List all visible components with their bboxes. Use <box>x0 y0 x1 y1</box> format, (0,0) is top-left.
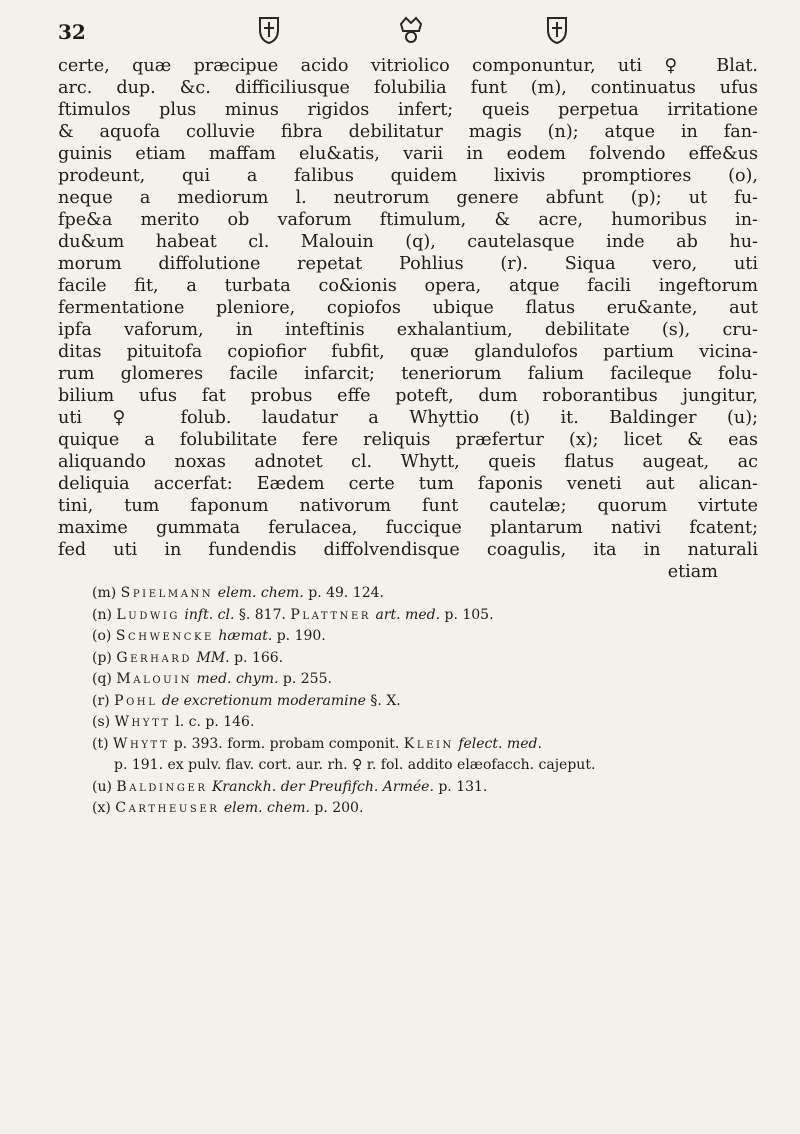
footnote <box>92 712 752 734</box>
text-line: ftimulos plus minus rigidos infert; queis perpetua irritatione <box>58 100 758 120</box>
footnote-mark: (p) <box>92 649 112 666</box>
footnote-author: Gerhard <box>116 649 193 666</box>
text-line: & aquofa colluvie fibra debilitatur magis (n); atque in fan- <box>58 122 758 142</box>
footnote-mark: (o) <box>92 628 112 644</box>
footnote-ref: p. 49. 124. <box>308 585 384 601</box>
footnote-author: Cartheuser <box>115 800 220 816</box>
footnote <box>92 583 752 605</box>
footnote <box>92 798 752 820</box>
text-line: bilium ufus fat probus effe poteft, dum roborantibus jungitur, <box>58 386 758 406</box>
text-line: uti ♀ folub. laudatur a Whyttio (t) it. Baldinger (u); <box>58 408 758 428</box>
footnote-ref: p. 190. <box>276 628 326 644</box>
text-line: morum diffolutione repetat Pohlius (r). Siqua vero, uti <box>58 254 758 274</box>
footnote-ref: p. 131. <box>438 778 488 795</box>
footnote-ref: p. 166. <box>234 649 284 666</box>
footnote <box>92 734 752 756</box>
footnote-ref: p. 393. form. probam componit. <box>173 735 400 752</box>
footnote-author: Ludwig <box>116 606 180 623</box>
footnote-title: de excretionum moderamine <box>161 692 366 709</box>
text-line: prodeunt, qui a falibus quidem lixivis promptiores (o), <box>58 166 758 186</box>
text-line: du&um habeat cl. Malouin (q), cautelasque inde ab hu- <box>58 232 758 252</box>
footnote-ref: p. 255. <box>282 671 332 687</box>
page-number: 32 <box>58 20 86 44</box>
footnote-mark: (x) <box>92 800 111 816</box>
text-line: certe, quæ præcipue acido vitriolico componuntur, uti ♀ Blat. <box>58 56 758 76</box>
footnote <box>92 648 752 670</box>
text-line: arc. dup. &c. difficiliusque folubilia funt (m), continuatus ufus <box>58 78 758 98</box>
footnote-author: Schwencke <box>115 628 214 644</box>
footnote-author: Baldinger <box>116 778 208 795</box>
text-line: fpe&a merito ob vaforum ftimulum, & acre, humoribus in- <box>58 210 758 230</box>
footnote-mark: (u) <box>92 778 112 795</box>
footnote-author: Spielmann <box>120 585 214 601</box>
page-header <box>58 14 758 46</box>
footnote-ref: p. 200. <box>314 800 364 816</box>
footnote <box>92 777 752 799</box>
text-line: guinis etiam maffam elu&atis, varii in eodem folvendo effe&us <box>58 144 758 164</box>
text-line: facile fit, a turbata co&ionis opera, atque facili ingeftorum <box>58 276 758 296</box>
footnote-author: Plattner <box>290 606 372 623</box>
footnote-mark: (t) <box>92 735 109 752</box>
footnote-mark: (m) <box>92 585 117 601</box>
text-line: ipfa vaforum, in inteftinis exhalantium, debilitate (s), cru- <box>58 320 758 340</box>
text-line: rum glomeres facile infarcit; teneriorum falium facileque folu- <box>58 364 758 384</box>
emblem-icon <box>256 14 282 44</box>
footnote-mark: (s) <box>92 714 111 730</box>
footnote <box>92 605 752 627</box>
footnote-mark: (n) <box>92 606 112 623</box>
footnote-title: Kranckh. der Preufifch. Armée. <box>211 778 434 795</box>
footnote-ref: §. 817. <box>238 606 286 623</box>
text-line: neque a mediorum l. neutrorum genere abfunt (p); ut fu- <box>58 188 758 208</box>
footnote <box>92 626 752 648</box>
footnote-ref: p. 105. <box>444 606 494 623</box>
footnote-title: inft. cl. <box>184 606 235 623</box>
text-line: deliquia accerfat: Eædem certe tum faponis veneti aut alican- <box>58 474 758 494</box>
footnote-author: Whytt <box>113 735 170 752</box>
footnote-title: art. med. <box>375 606 441 623</box>
text-line: tini, tum faponum nativorum funt cautelæ; quorum virtute <box>58 496 758 516</box>
main-text <box>58 55 758 583</box>
footnote-title: elem. chem. <box>217 585 304 601</box>
text-line: fed uti in fundendis diffolvendisque coagulis, ita in naturali <box>58 540 758 560</box>
footnote <box>92 669 752 691</box>
footnote-continuation: p. 191. ex pulv. flav. cort. aur. rh. ♀ r. fol. addito elæofacch. cajeput. <box>114 757 596 773</box>
footnote <box>92 691 752 713</box>
footnote-author: Whytt <box>114 714 171 730</box>
text-line: quique a folubilitate fere reliquis præfertur (x); licet & eas <box>58 430 758 450</box>
footnote-author: Pohl <box>114 692 158 709</box>
footnote-ref: §. X. <box>370 692 401 709</box>
footnote-ref: l. c. p. 146. <box>175 714 255 730</box>
emblem-icon <box>544 14 570 44</box>
footnote-title: felect. med. <box>458 735 542 752</box>
footnote-author: Klein <box>403 735 454 752</box>
footnote-mark: (q) <box>92 671 112 687</box>
footnote-author: Malouin <box>116 671 193 687</box>
text-line: aliquando noxas adnotet cl. Whytt, queis flatus augeat, ac <box>58 452 758 472</box>
catchword: etiam <box>667 562 718 582</box>
text-line: fermentatione pleniore, copiofos ubique flatus eru&ante, aut <box>58 298 758 318</box>
footnote-title: elem. chem. <box>223 800 310 816</box>
footnotes <box>92 583 752 820</box>
footnote-title: MM. <box>196 649 230 666</box>
footnote-title: hæmat. <box>218 628 273 644</box>
text-line: maxime gummata ferulacea, fuccique plantarum nativi fcatent; <box>58 518 758 538</box>
footnote-mark: (r) <box>92 692 110 709</box>
footnote-title: med. chym. <box>196 671 279 687</box>
crown-emblem-icon <box>398 14 424 44</box>
text-line: ditas pituitofa copiofior fubfit, quæ glandulofos partium vicina- <box>58 342 758 362</box>
